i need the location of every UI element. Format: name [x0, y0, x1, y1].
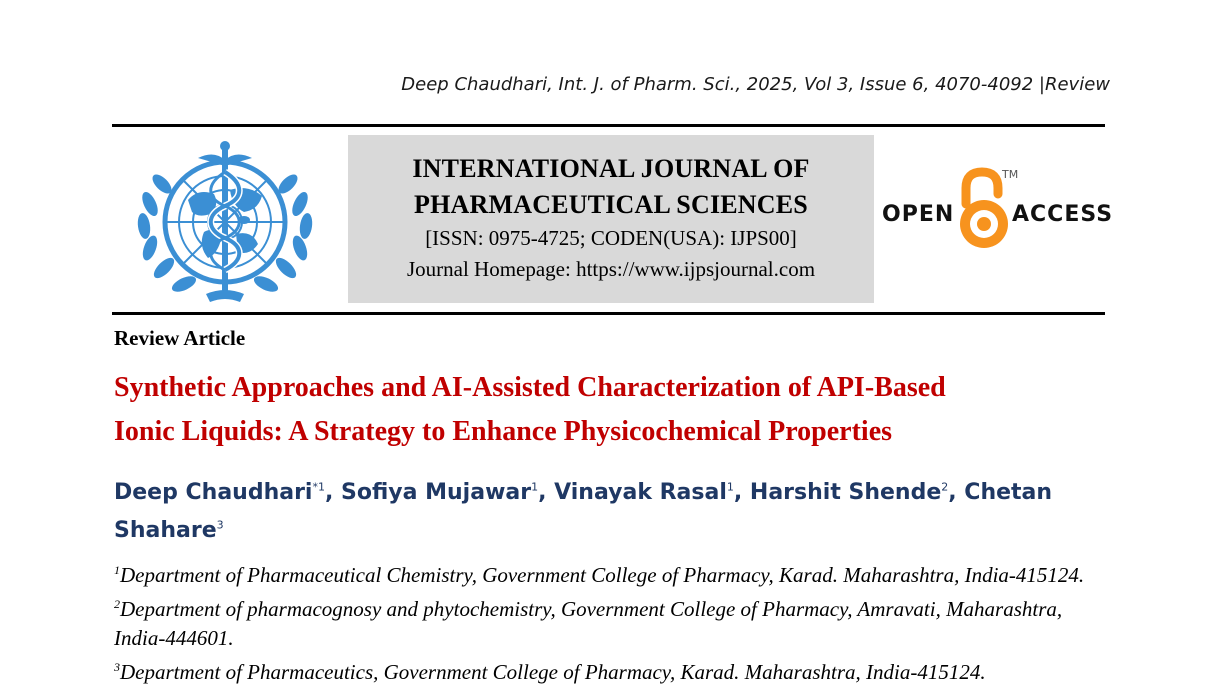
- trademark-mark: TM: [1002, 168, 1019, 181]
- journal-title-line2: PHARMACEUTICAL SCIENCES: [414, 190, 808, 219]
- article-type: Review Article: [114, 326, 246, 350]
- journal-issn: [ISSN: 0975-4725; CODEN(USA): IJPS00]: [425, 226, 797, 250]
- journal-masthead: [348, 135, 874, 303]
- journal-logo-globe-icon: [126, 140, 324, 306]
- affiliation: $^3$Department of Pharmaceutics, Government College of Pharmacy, Karad. Maharashtra, India-415124.: [114, 660, 986, 684]
- open-access-open-text: OPEN: [882, 202, 955, 227]
- author: Chetan Shahare$^3$: [114, 480, 1053, 543]
- author: Vinayak Rasal$^1$,: [554, 480, 750, 506]
- author: Deep Chaudhari$^{*1}$,: [114, 480, 342, 506]
- journal-title-line1: INTERNATIONAL JOURNAL OF: [412, 154, 810, 183]
- open-access-access-text: ACCESS: [1012, 202, 1114, 227]
- open-access-logo: [880, 166, 1114, 254]
- article-title-line2: Ionic Liquids: A Strategy to Enhance Physicochemical Properties: [114, 416, 893, 447]
- author: Sofiya Mujawar$^1$,: [341, 480, 555, 506]
- running-head: Deep Chaudhari, Int. J. of Pharm. Sci., 2025, Vol 3, Issue 6, 4070-4092 |Review: [401, 74, 1110, 95]
- article-title-line1: Synthetic Approaches and AI-Assisted Characterization of API-Based: [114, 372, 946, 403]
- journal-homepage: Journal Homepage: https://www.ijpsjournal.com: [406, 257, 816, 281]
- header-rule-bottom: [112, 312, 1105, 315]
- author: Harshit Shende$^2$,: [749, 480, 965, 506]
- affiliation: $^1$Department of Pharmaceutical Chemistry, Government College of Pharmacy, Karad. Maharashtra, India-415124.: [114, 563, 1085, 587]
- author-list: [114, 472, 1114, 547]
- affiliation: $^2$Department of pharmacognosy and phytochemistry, Government College of Pharmacy, Amravati, Maharashtra, India-444601.: [114, 597, 1063, 650]
- header-rule-top: [112, 124, 1105, 127]
- affiliation-list: [114, 556, 1114, 687]
- article-title: [114, 366, 1114, 454]
